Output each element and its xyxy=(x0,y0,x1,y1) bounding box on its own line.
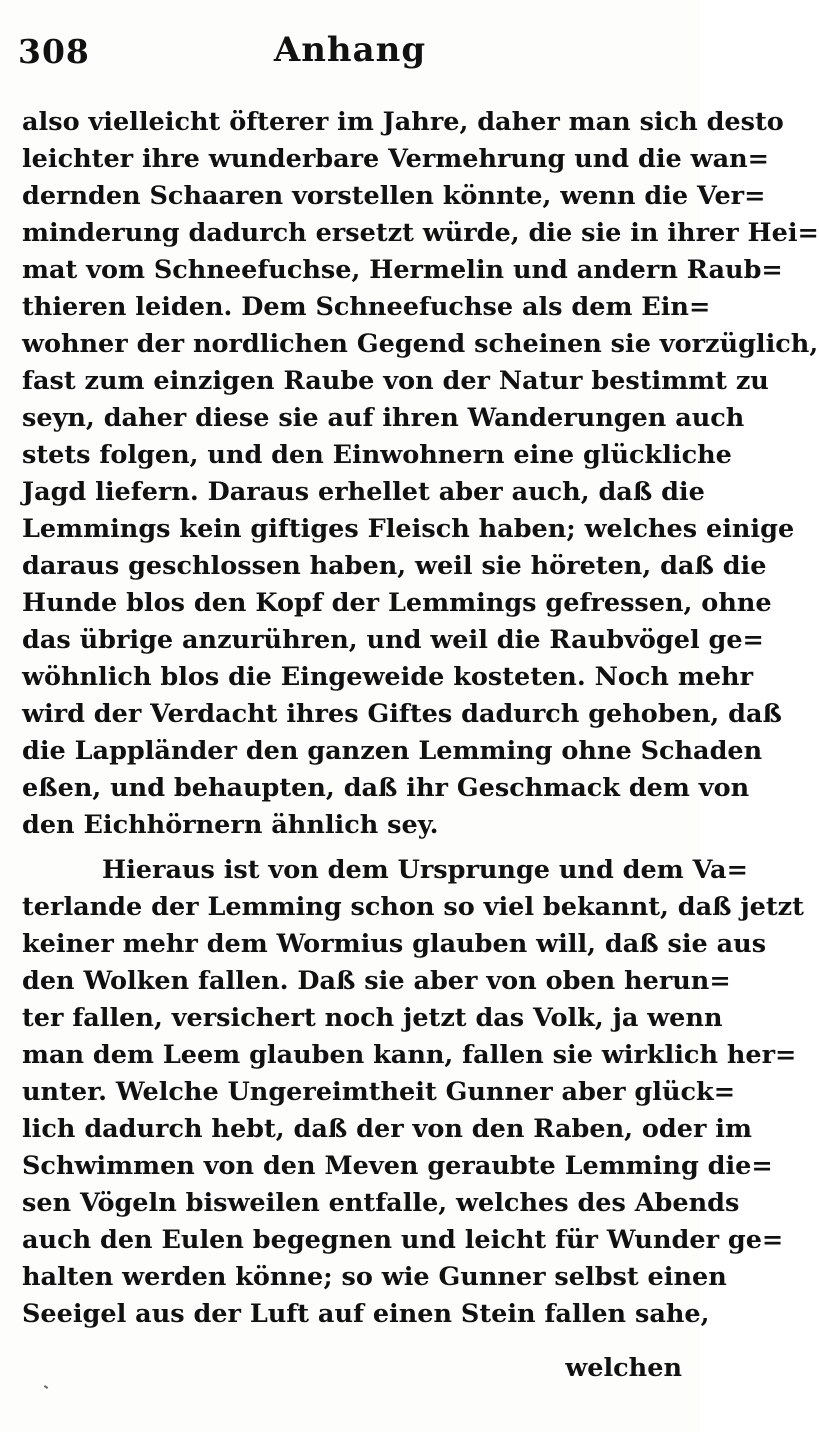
text-line: den Wolken fallen. Daß sie aber von oben herun= xyxy=(22,966,731,996)
running-head: Anhang xyxy=(273,30,427,70)
text-line: auch den Eulen begegnen und leicht für Wunder ge= xyxy=(22,1225,784,1255)
text-line: wohner der nordlichen Gegend scheinen sie vorzüglich, xyxy=(22,329,819,359)
text-line: stets folgen, und den Einwohnern eine glückliche xyxy=(22,440,732,470)
text-line: Hieraus ist von dem Ursprunge und dem Va= xyxy=(102,855,748,885)
text-line: wird der Verdacht ihres Giftes dadurch gehoben, daß xyxy=(22,699,782,729)
paragraph-2 xyxy=(22,852,804,1333)
text-line: terlande der Lemming schon so viel bekannt, daß jetzt xyxy=(22,892,804,922)
page-header xyxy=(14,28,686,78)
text-line: daraus geschlossen haben, weil sie höreten, daß die xyxy=(22,551,767,581)
text-line: dernden Schaaren vorstellen könnte, wenn die Ver= xyxy=(22,181,766,211)
text-line: also vielleicht öfterer im Jahre, daher man sich desto xyxy=(22,107,784,137)
text-line: mat vom Schneefuchse, Hermelin und andern Raub= xyxy=(22,255,783,285)
text-line: Lemmings kein giftiges Fleisch haben; welches einige xyxy=(22,514,795,544)
text-line: fast zum einzigen Raube von der Natur bestimmt zu xyxy=(22,366,769,396)
text-line: die Lappländer den ganzen Lemming ohne Schaden xyxy=(22,736,763,766)
text-line: Schwimmen von den Meven geraubte Lemming die= xyxy=(22,1151,773,1181)
text-line: lich dadurch hebt, daß der von den Raben, oder im xyxy=(22,1114,752,1144)
text-line: leichter ihre wunderbare Vermehrung und die wan= xyxy=(22,144,770,174)
text-line: sen Vögeln bisweilen entfalle, welches des Abends xyxy=(22,1188,740,1218)
ink-speck xyxy=(44,1385,48,1389)
text-line: man dem Leem glauben kann, fallen sie wirklich her= xyxy=(22,1040,797,1070)
text-line: seyn, daher diese sie auf ihren Wanderungen auch xyxy=(22,403,745,433)
text-line: thieren leiden. Dem Schneefuchse als dem Ein= xyxy=(22,292,711,322)
text-line: minderung dadurch ersetzt würde, die sie in ihrer Hei= xyxy=(22,218,819,248)
text-line: keiner mehr dem Wormius glauben will, daß sie aus xyxy=(22,929,767,959)
text-line: Hunde blos den Kopf der Lemmings gefressen, ohne xyxy=(22,588,772,618)
text-line: ter fallen, versichert noch jetzt das Volk, ja wenn xyxy=(22,1003,723,1033)
text-line: Jagd liefern. Daraus erhellet aber auch, daß die xyxy=(22,477,705,507)
paragraph-1 xyxy=(22,104,819,844)
text-line: Seeigel aus der Luft auf einen Stein fallen sahe, xyxy=(22,1299,710,1329)
text-line: das übrige anzurühren, und weil die Raubvögel ge= xyxy=(22,625,764,655)
text-line: eßen, und behaupten, daß ihr Geschmack dem von xyxy=(22,773,750,803)
text-line: unter. Welche Ungereimtheit Gunner aber glück= xyxy=(22,1077,736,1107)
text-line: halten werden könne; so wie Gunner selbst einen xyxy=(22,1262,727,1292)
page-number: 308 xyxy=(18,32,90,71)
text-line: wöhnlich blos die Eingeweide kosteten. Noch mehr xyxy=(22,662,754,692)
catchword: welchen xyxy=(565,1353,682,1383)
text-line: den Eichhörnern ähnlich sey. xyxy=(22,810,439,840)
